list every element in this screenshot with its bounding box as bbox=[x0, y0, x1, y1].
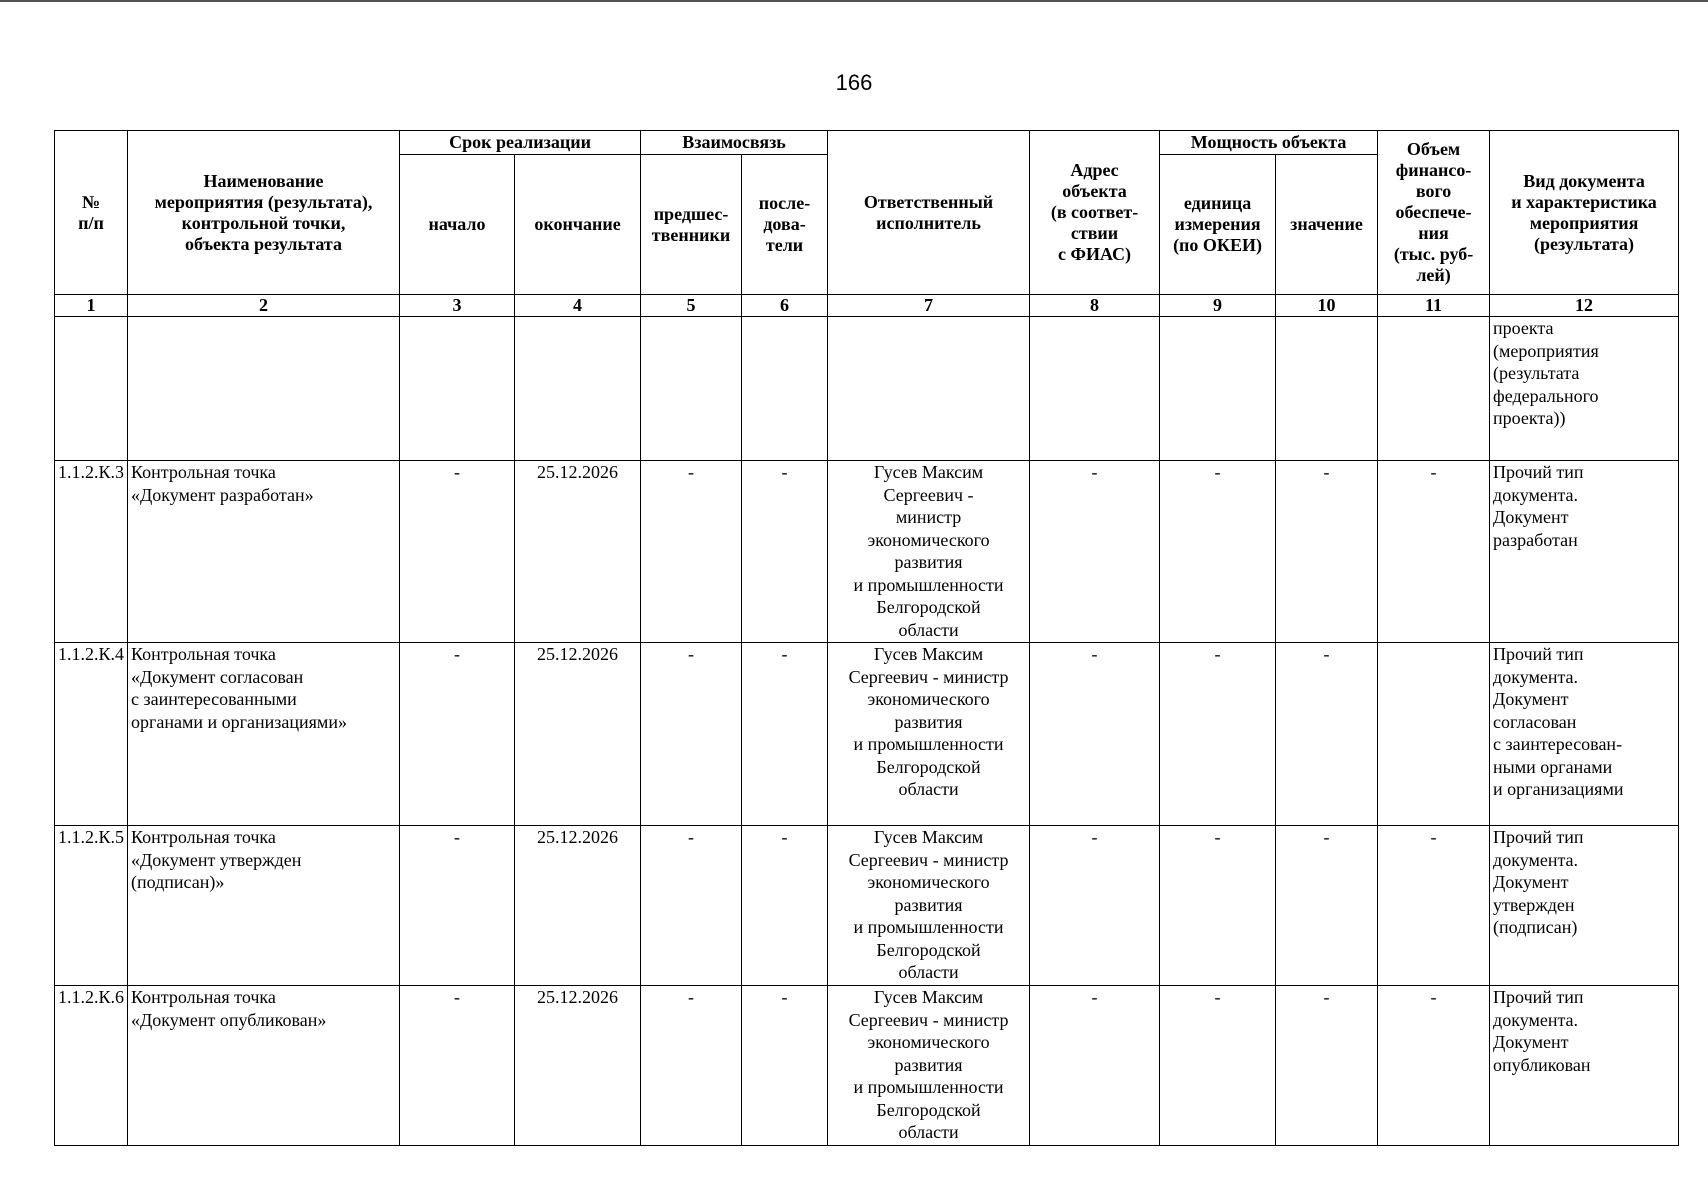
row-successors: - bbox=[742, 643, 828, 826]
table-row bbox=[55, 317, 1679, 461]
table-row bbox=[55, 461, 1679, 643]
header-unit: единица измерения (по ОКЕИ) bbox=[1160, 155, 1276, 295]
row-name: Контрольная точка «Документ разработан» bbox=[128, 461, 400, 643]
header-address: Адрес объекта (в соответ- ствии с ФИАС) bbox=[1030, 131, 1160, 295]
row-unit: - bbox=[1160, 643, 1276, 826]
row-predecessors: - bbox=[641, 643, 742, 826]
row-predecessors: - bbox=[641, 986, 742, 1146]
row-end: 25.12.2026 bbox=[515, 826, 641, 986]
row-document-type: проекта (мероприятия (результата федерального проекта)) bbox=[1490, 317, 1679, 461]
header-number: № п/п bbox=[55, 131, 128, 295]
row-name: Контрольная точка «Документ опубликован» bbox=[128, 986, 400, 1146]
row-value: - bbox=[1276, 643, 1378, 826]
row-document-type: Прочий тип документа. Документ опубликован bbox=[1490, 986, 1679, 1146]
row-end: 25.12.2026 bbox=[515, 643, 641, 826]
header-capacity: Мощность объекта bbox=[1160, 131, 1378, 155]
header-financing: Объем финансо- вого обеспече- ния (тыс. руб- лей) bbox=[1378, 131, 1490, 295]
header-responsible: Ответственный исполнитель bbox=[828, 131, 1030, 295]
row-number: 1.1.2.К.5 bbox=[55, 826, 128, 986]
row-end: 25.12.2026 bbox=[515, 986, 641, 1146]
row-unit: - bbox=[1160, 986, 1276, 1146]
column-number: 3 bbox=[400, 295, 515, 317]
column-number: 10 bbox=[1276, 295, 1378, 317]
row-value: - bbox=[1276, 986, 1378, 1146]
row-unit bbox=[1160, 317, 1276, 461]
column-number: 7 bbox=[828, 295, 1030, 317]
column-number: 5 bbox=[641, 295, 742, 317]
row-start: - bbox=[400, 986, 515, 1146]
row-responsible bbox=[828, 317, 1030, 461]
row-address bbox=[1030, 317, 1160, 461]
row-successors: - bbox=[742, 461, 828, 643]
row-responsible: Гусев Максим Сергеевич - министр экономического развития и промышленности Белгородской области bbox=[828, 643, 1030, 826]
row-value bbox=[1276, 317, 1378, 461]
row-document-type: Прочий тип документа. Документ разработан bbox=[1490, 461, 1679, 643]
row-document-type: Прочий тип документа. Документ согласован с заинтересован- ными органами и организациями bbox=[1490, 643, 1679, 826]
page-number: 166 bbox=[835, 70, 873, 95]
row-financing: - bbox=[1378, 986, 1490, 1146]
column-number: 1 bbox=[55, 295, 128, 317]
column-number: 4 bbox=[515, 295, 641, 317]
row-end bbox=[515, 317, 641, 461]
row-start: - bbox=[400, 826, 515, 986]
row-unit: - bbox=[1160, 826, 1276, 986]
row-value: - bbox=[1276, 461, 1378, 643]
header-successors: после- дова- тели bbox=[742, 155, 828, 295]
row-document-type: Прочий тип документа. Документ утвержден (подписан) bbox=[1490, 826, 1679, 986]
row-number bbox=[55, 317, 128, 461]
header-predecessors: предшес- твенники bbox=[641, 155, 742, 295]
row-start: - bbox=[400, 643, 515, 826]
table-row bbox=[55, 643, 1679, 826]
table-row bbox=[55, 826, 1679, 986]
row-successors: - bbox=[742, 826, 828, 986]
row-unit: - bbox=[1160, 461, 1276, 643]
row-successors bbox=[742, 317, 828, 461]
row-end: 25.12.2026 bbox=[515, 461, 641, 643]
header-end: окончание bbox=[515, 155, 641, 295]
column-number: 6 bbox=[742, 295, 828, 317]
top-border-line bbox=[0, 0, 1708, 2]
row-financing bbox=[1378, 317, 1490, 461]
header-start: начало bbox=[400, 155, 515, 295]
table-row bbox=[55, 986, 1679, 1146]
column-number: 2 bbox=[128, 295, 400, 317]
header-implementation-period: Срок реализации bbox=[400, 131, 641, 155]
header-document-type: Вид документа и характеристика мероприятия (результата) bbox=[1490, 131, 1679, 295]
row-address: - bbox=[1030, 826, 1160, 986]
row-address: - bbox=[1030, 461, 1160, 643]
row-number: 1.1.2.К.4 bbox=[55, 643, 128, 826]
column-number: 8 bbox=[1030, 295, 1160, 317]
row-successors: - bbox=[742, 986, 828, 1146]
row-predecessors: - bbox=[641, 826, 742, 986]
row-number: 1.1.2.К.6 bbox=[55, 986, 128, 1146]
row-responsible: Гусев Максим Сергеевич - министр экономического развития и промышленности Белгородской области bbox=[828, 826, 1030, 986]
row-name: Контрольная точка «Документ утвержден (подписан)» bbox=[128, 826, 400, 986]
row-responsible: Гусев Максим Сергеевич - министр экономического развития и промышленности Белгородской области bbox=[828, 461, 1030, 643]
row-value: - bbox=[1276, 826, 1378, 986]
row-start: - bbox=[400, 461, 515, 643]
row-start bbox=[400, 317, 515, 461]
row-financing: - bbox=[1378, 461, 1490, 643]
row-predecessors: - bbox=[641, 461, 742, 643]
row-name bbox=[128, 317, 400, 461]
header-relationship: Взаимосвязь bbox=[641, 131, 828, 155]
plan-table bbox=[54, 130, 1679, 1146]
header-name: Наименование мероприятия (результата), контрольной точки, объекта результата bbox=[128, 131, 400, 295]
row-financing: - bbox=[1378, 826, 1490, 986]
row-predecessors bbox=[641, 317, 742, 461]
row-responsible: Гусев Максим Сергеевич - министр экономического развития и промышленности Белгородской области bbox=[828, 986, 1030, 1146]
column-number: 11 bbox=[1378, 295, 1490, 317]
row-number: 1.1.2.К.3 bbox=[55, 461, 128, 643]
row-financing bbox=[1378, 643, 1490, 826]
column-number: 9 bbox=[1160, 295, 1276, 317]
column-number: 12 bbox=[1490, 295, 1679, 317]
row-address: - bbox=[1030, 643, 1160, 826]
row-address: - bbox=[1030, 986, 1160, 1146]
header-value: значение bbox=[1276, 155, 1378, 295]
row-name: Контрольная точка «Документ согласован с заинтересованными органами и организациями» bbox=[128, 643, 400, 826]
